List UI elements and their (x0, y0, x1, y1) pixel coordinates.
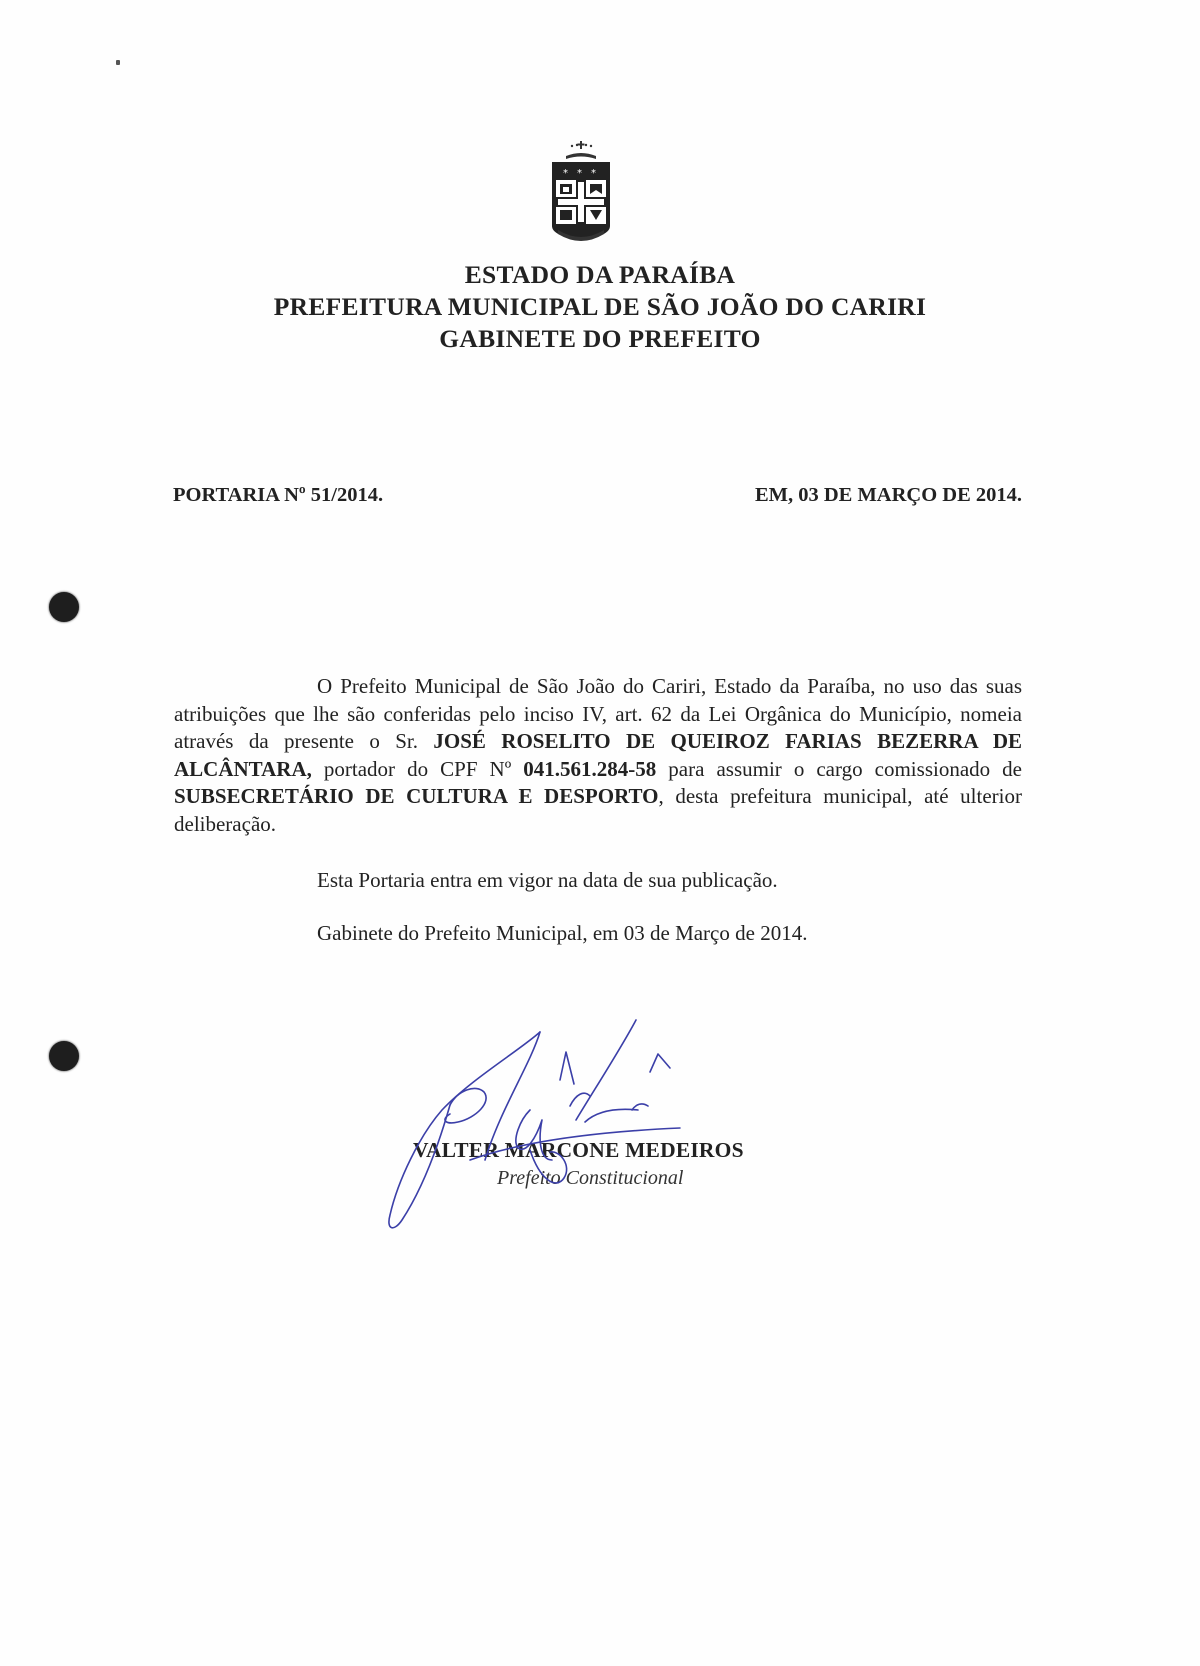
nominee-name: JOSÉ ROSELITO DE QUEIROZ FARIAS BEZERRA DE ALCÂNTARA, (174, 729, 1022, 781)
cpf-number: 041.561.284-58 (523, 756, 657, 781)
punch-hole-top (49, 592, 79, 622)
header-prefeitura: PREFEITURA MUNICIPAL DE SÃO JOÃO DO CARIRI (273, 292, 927, 321)
vigor-paragraph: Esta Portaria entra em vigor na data de sua publicação. (317, 868, 778, 892)
signer-title: Prefeito Constitucional (497, 1167, 684, 1189)
position-title: SUBSECRETÁRIO DE CULTURA E DESPORTO (174, 784, 659, 808)
punch-hole-bottom (49, 1041, 79, 1071)
header-gabinete: GABINETE DO PREFEITO (439, 324, 761, 353)
gabinete-paragraph: Gabinete do Prefeito Municipal, em 03 de Março de 2014. (317, 921, 808, 945)
svg-text:*: * (577, 168, 582, 179)
header-state: ESTADO DA PARAÍBA (464, 260, 736, 289)
portaria-number: PORTARIA Nº 51/2014. (173, 484, 384, 506)
main-paragraph (174, 673, 1022, 838)
signer-name: VALTER MARCONE MEDEIROS (413, 1138, 744, 1162)
scan-speck (116, 60, 120, 65)
coat-of-arms-icon (548, 140, 614, 252)
svg-text:*: * (563, 168, 568, 179)
main-text-part3: para assumir o cargo comissionado de (656, 756, 1022, 781)
portaria-date: EM, 03 DE MARÇO DE 2014. (754, 484, 1022, 506)
svg-text:*: * (591, 168, 596, 179)
main-text-part2: portador do CPF Nº (311, 756, 524, 781)
main-text-part1: O Prefeito Municipal de São João do Cariri, Estado da Paraíba, no uso das suas atribuições que lhe são conferidas pelo inciso IV, art. 62 da Lei Orgânica do Município, nomeia através da presente o Sr. (174, 674, 1022, 753)
handwritten-signature (380, 1010, 720, 1250)
main-text-part4: , desta prefeitura municipal, até ulterior deliberação. (174, 784, 1022, 836)
